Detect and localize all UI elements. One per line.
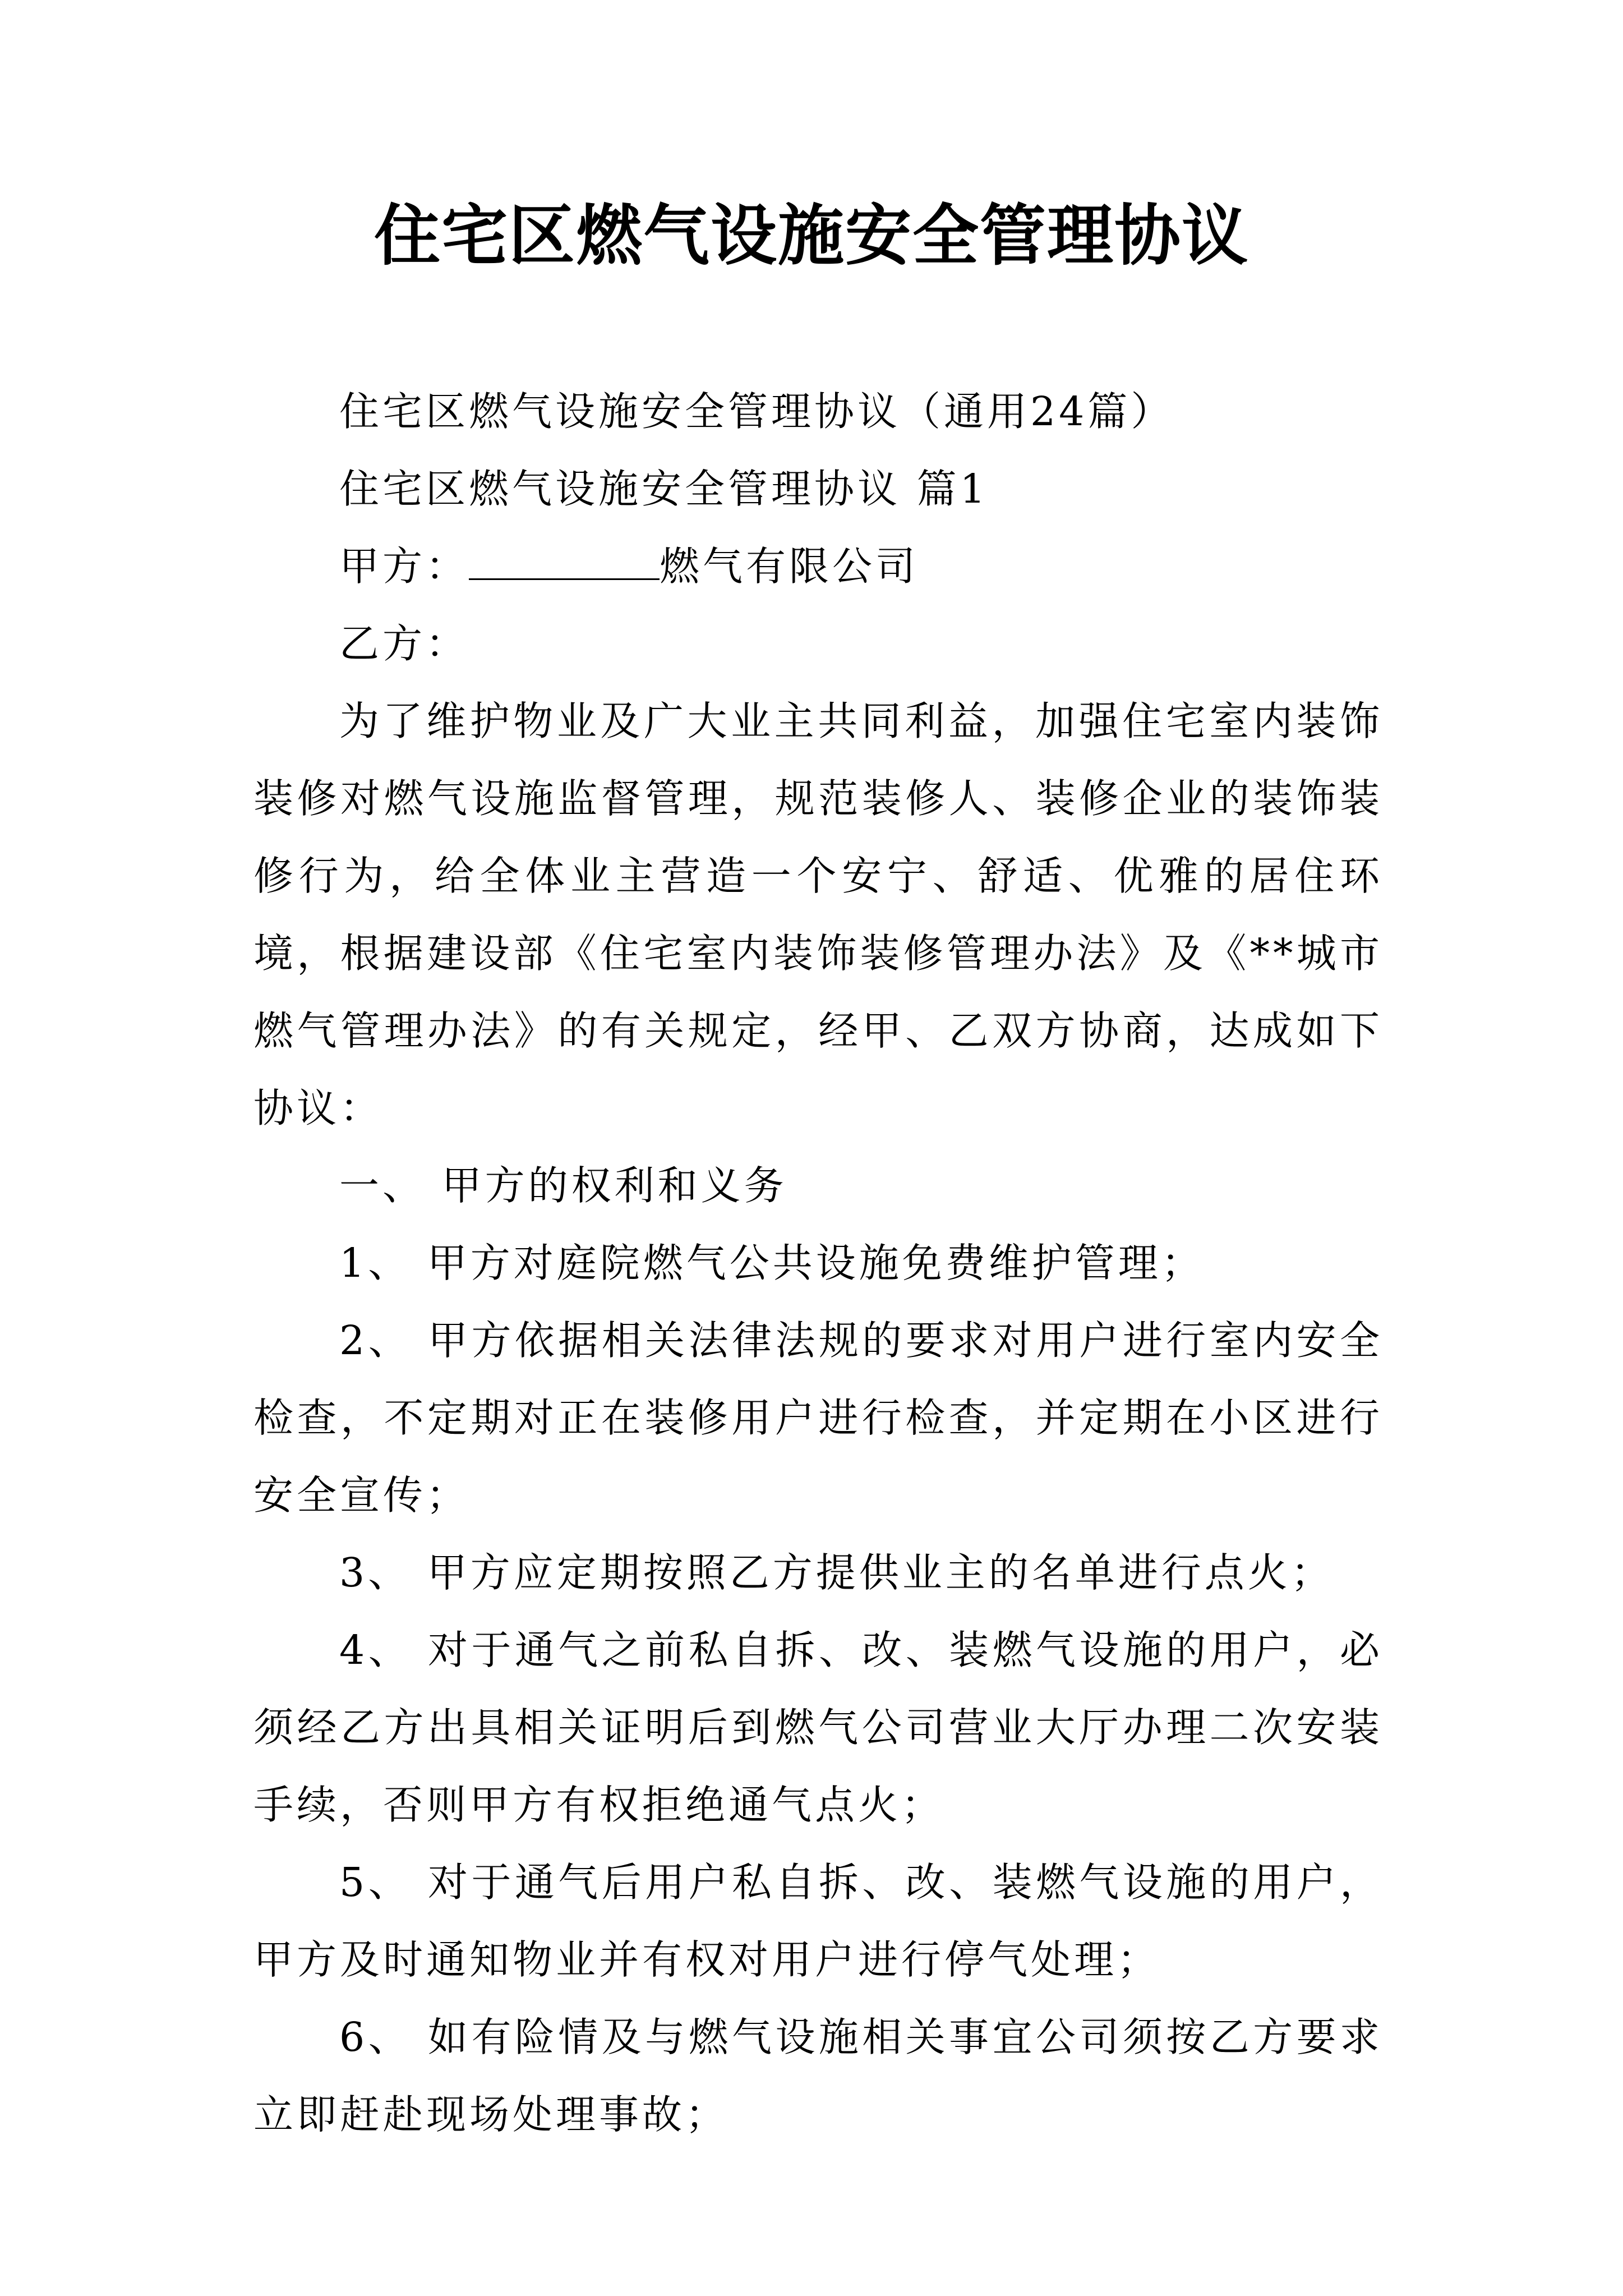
intro-paragraph: 为了维护物业及广大业主共同利益，加强住宅室内装饰装修对燃气设施监督管理，规范装修人、装修企业的装饰装修行为，给全体业主营造一个安宁、舒适、优雅的居住环境，根据建设部《住宅室内装饰装修管理办法》及《**城市燃气管理办法》的有关规定，经甲、乙双方协商，达成如下协议： bbox=[253, 698, 1383, 1131]
section-heading: 住宅区燃气设施安全管理协议 篇1 bbox=[339, 466, 989, 512]
party-b-line bbox=[253, 605, 1383, 683]
clause-item: 3、 甲方应定期按照乙方提供业主的名单进行点火； bbox=[339, 1549, 1334, 1596]
clause-item: 2、 甲方依据相关法律法规的要求对用户进行室内安全检查，不定期对正在装修用户进行检查，并定期在小区进行安全宣传； bbox=[253, 1317, 1383, 1519]
party-a-line bbox=[253, 528, 1383, 605]
clause-heading: 一、 甲方的权利和义务 bbox=[339, 1162, 787, 1209]
clause-item: 1、 甲方对庭院燃气公共设施免费维护管理； bbox=[339, 1240, 1205, 1286]
document-title: 住宅区燃气设施安全管理协议 bbox=[374, 196, 1249, 274]
document-body bbox=[253, 373, 1383, 2154]
party-a-label: 甲方： bbox=[339, 543, 469, 590]
party-a-company: 燃气有限公司 bbox=[660, 543, 919, 590]
document-subtitle: 住宅区燃气设施安全管理协议（通用24篇） bbox=[339, 388, 1174, 435]
clause-item: 4、 对于通气之前私自拆、改、装燃气设施的用户，必须经乙方出具相关证明后到燃气公司营业大厅办理二次安装手续，否则甲方有权拒绝通气点火； bbox=[253, 1627, 1383, 1828]
clause-item: 5、 对于通气后用户私自拆、改、装燃气设施的用户，甲方及时通知物业并有权对用户进行停气处理； bbox=[253, 1859, 1383, 1983]
party-b-label: 乙方： bbox=[339, 620, 469, 667]
clause-item: 6、 如有险情及与燃气设施相关事宜公司须按乙方要求立即赶赴现场处理事故； bbox=[253, 2014, 1383, 2138]
party-a-blank bbox=[469, 545, 660, 580]
